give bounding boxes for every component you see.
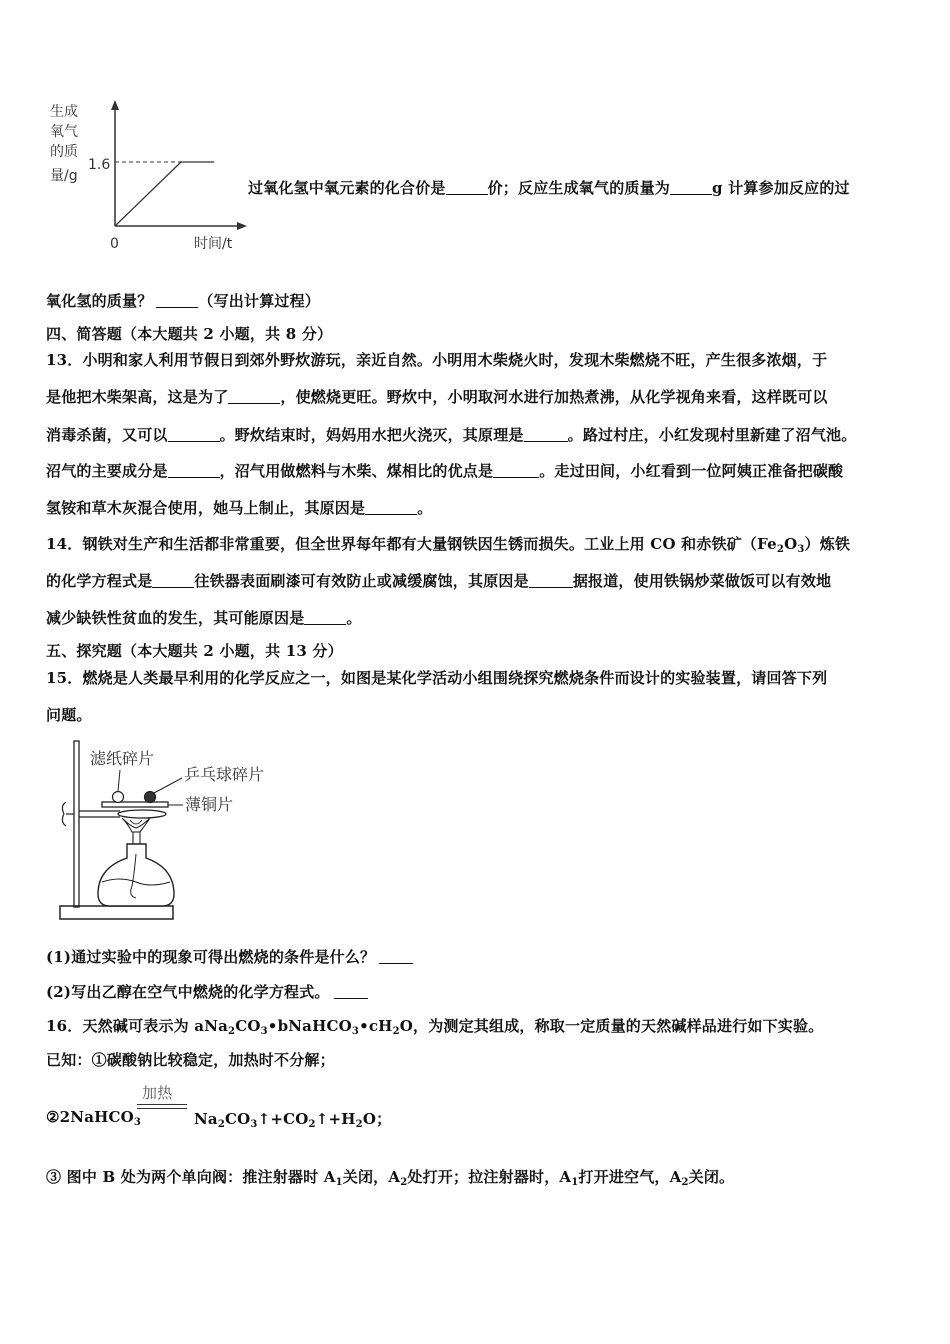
q16-equation-right: $Na_2CO_3↑+CO_2↑+H_2O$；: [194, 1110, 392, 1130]
q13-line1: 13．小明和家人利用节假日到郊外野炊游玩，亲近自然。小明用木柴烧火时，发现木柴燃烧不旺，产生很多浓烟，于: [46, 351, 828, 369]
reaction-condition: 加热: [142, 1084, 173, 1102]
filter-paper-piece: [113, 792, 124, 803]
pingpong-label: 乒乓球碎片: [184, 765, 265, 784]
q16-known: 已知：①碳酸钠比较稳定，加热时不分解；: [46, 1051, 335, 1069]
q15-line2: 问题。: [46, 706, 92, 724]
iron-ring: [118, 810, 166, 818]
filter-label-leader: [118, 770, 120, 791]
oxygen-series-line: [115, 162, 214, 226]
q12-line2: 氧化氢的质量？ （写出计算过程）: [46, 292, 321, 310]
copper-sheet-label: 薄铜片: [185, 795, 234, 814]
equation-equals-sign: [137, 1104, 187, 1109]
copper-sheet: [102, 802, 168, 807]
section4-title: 四、简答题（本大题共 2 小题，共 8 分）: [46, 325, 333, 343]
pingpong-piece: [145, 792, 156, 803]
section5-title: 五、探究题（本大题共 2 小题，共 13 分）: [46, 642, 343, 660]
y-axis-label-line: 的质: [50, 144, 78, 160]
y-tick-label: 1.6: [88, 157, 111, 173]
origin-label: 0: [110, 236, 119, 252]
q13-line2: 是他把木柴架高，这是为了 ，使燃烧更旺。野炊中，小明取河水进行加热煮沸，从化学视角来看，这样既可以: [46, 388, 828, 406]
y-axis-arrow: [111, 100, 119, 110]
stand-rod: [74, 741, 79, 907]
clamp-screw: [62, 802, 66, 826]
oxygen-mass-chart: [40, 96, 260, 258]
q14-line3: 减少缺铁性贫血的发生，其可能原因是 。: [46, 609, 362, 627]
q14-line1: 14．钢铁对生产和生活都非常重要，但全世界每年都有大量钢铁因生锈而损失。工业上用 CO 和赤铁矿$(Fe_2O_3)$炼铁: [46, 535, 851, 555]
q16-line3: ③ 图中 B 处为两个单向阀：推注射器时 $A_1$关闭，$A_2$处打开；拉注射器时，$A_1$打开进空气，$A_2$关闭。: [46, 1168, 735, 1188]
q13-line4: 沼气的主要成分是 ，沼气用做燃料与木柴、煤相比的优点是 。走过田间，小红看到一位阿姨正准备把碳酸: [46, 462, 844, 480]
y-axis-label-line: 生成: [50, 104, 78, 120]
combustion-apparatus-figure: [50, 736, 290, 926]
q13-line5: 氢铵和草木灰混合使用，她马上制止，其原因是 。: [46, 499, 433, 517]
q12-line1: 过氧化氢中氧元素的化合价是 价；反应生成氧气的质量为 g 计算参加反应的过: [248, 179, 850, 197]
q15-sub1: (1)通过实验中的现象可得出燃烧的条件是什么？: [46, 946, 413, 967]
q14-line2: 的化学方程式是 往铁器表面刷漆可有效防止或减缓腐蚀，其原因是 据报道，使用铁锅炒菜做饭可以有效地: [46, 572, 832, 590]
q16-line1: 16．天然碱可表示为 $aNa_2CO_3•bNaHCO_3•cH_2O$，为测定其组成，称取一定质量的天然碱样品进行如下实验。: [46, 1017, 824, 1037]
y-axis-label-line: 量/g: [50, 168, 78, 184]
filter-paper-label: 滤纸碎片: [90, 749, 155, 768]
x-axis-arrow: [237, 222, 247, 230]
alcohol-lamp: [98, 844, 174, 906]
x-axis-label: 时间/t: [194, 236, 233, 252]
q15-line1: 15．燃烧是人类最早利用的化学反应之一，如图是某化学活动小组围绕探究燃烧条件而设计的实验装置，请回答下列: [46, 669, 828, 687]
q15-sub2: (2)写出乙醇在空气中燃烧的化学方程式。: [46, 981, 368, 1002]
flame: [122, 818, 150, 832]
stand-base: [60, 906, 173, 919]
q13-line3: 消毒杀菌，又可以 。野炊结束时，妈妈用水把火浇灭，其原理是 。路过村庄，小红发现村里新建了沼气池。: [46, 426, 857, 444]
y-axis-label-line: 氧气: [50, 124, 78, 140]
pingpong-label-leader: [154, 778, 182, 793]
lamp-wick: [133, 832, 140, 844]
q16-equation-left: ②2NaHCO$_3$: [46, 1108, 142, 1128]
